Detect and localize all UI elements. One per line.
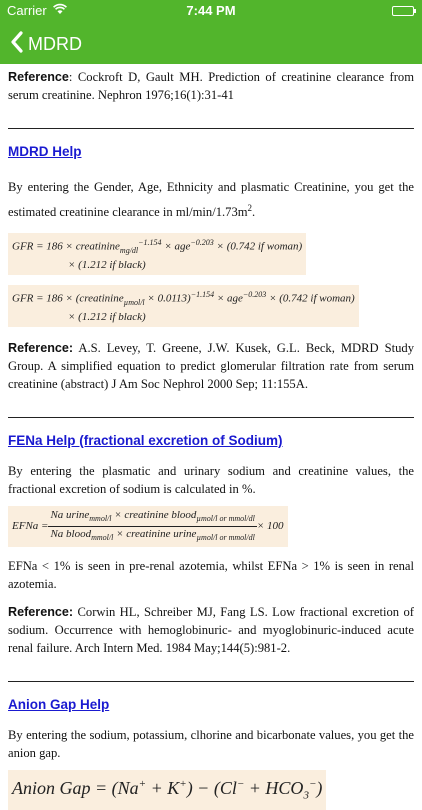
divider: [8, 681, 414, 682]
divider: [8, 128, 414, 129]
anion-gap-intro: By entering the sodium, potassium, clhorine and bicarbonate values, you get the anion gap.: [8, 728, 414, 761]
mdrd-formula-mgdl: GFR = 186 × creatinine$_{mg/dl}^{-1.154}$ × age$^{-0.203}$ × (0.742 if woman) × (1.212 if black): [8, 233, 306, 275]
mdrd-intro: By entering the Gender, Age, Ethnicity and plasmatic Creatinine, you get the estimated creatinine clearance in $ml/\min/1.73m^2$.: [8, 180, 414, 220]
chevron-left-icon: [10, 31, 24, 58]
reference-label: Reference:: [8, 605, 74, 620]
nav-header: [0, 0, 422, 64]
fena-reference: [8, 603, 414, 657]
reference-text: : Cockroft D, Gault MH. Prediction of creatinine clearance from serum creatinine. Nephron 1976;16(1):31-41: [8, 70, 414, 102]
carrier-label: Carrier: [7, 3, 47, 18]
mdrd-formula-umol: GFR = 186 × (creatinine$_{\mu mol/l}$ × 0.0113)$^{-1.154}$ × age$^{-0.203}$ × (0.742 if woman) × (1.212 if black): [8, 285, 359, 327]
cockroft-reference: [8, 68, 414, 104]
fena-help-title[interactable]: FENa Help (fractional excretion of Sodium): [8, 432, 283, 448]
clock: 7:44 PM: [186, 3, 236, 18]
reference-text: Corwin HL, Schreiber MJ, Fang LS. Low fractional excretion of sodium. Occurrence with hemoglobinuric- and myoglobinuric-induced acute renal failure. Arch Intern Med. 1984 May;144(5):981-2.: [8, 605, 414, 656]
back-button[interactable]: [10, 30, 82, 58]
fena-note: EFNa < 1% is seen in pre-renal azotemia, whilst EFNa > 1% is seen in renal azotemia.: [8, 559, 414, 592]
help-content[interactable]: [0, 64, 422, 802]
mdrd-help-title[interactable]: MDRD Help: [8, 144, 82, 159]
reference-label: Reference: [8, 70, 69, 84]
reference-text: A.S. Levey, T. Greene, J.W. Kusek, G.L. Beck, MDRD Study Group. A simplified equation to predict glomerular filtration rate from serum creatinine (abstract) J Am Soc Nephrol 2000 Sep; 11:155A.: [8, 340, 414, 391]
divider: [8, 417, 414, 418]
reference-label: Reference:: [8, 340, 74, 355]
battery-icon: [392, 6, 414, 16]
anion-gap-formula: Anion Gap = $(Na^+ + K^+) - (Cl^- + HCO_3^-)$: [8, 770, 326, 810]
mdrd-reference: [8, 339, 414, 393]
back-label: MDRD: [28, 33, 82, 54]
fena-formula: EFNa = $\frac{Na urine_{mmol/l} \times creatinine blood_{\mu mol/l or mmol/dl}}{Na blood_{mmol/l} \times creatinine urine_{\mu mol/l or mmol/dl}}$ × 100: [8, 506, 288, 547]
status-bar: [0, 0, 422, 22]
fena-intro: By entering the plasmatic and urinary sodium and creatinine values, the fractional excretion of sodium is calculated in %.: [8, 463, 414, 496]
anion-gap-help-title[interactable]: Anion Gap Help: [8, 697, 110, 713]
